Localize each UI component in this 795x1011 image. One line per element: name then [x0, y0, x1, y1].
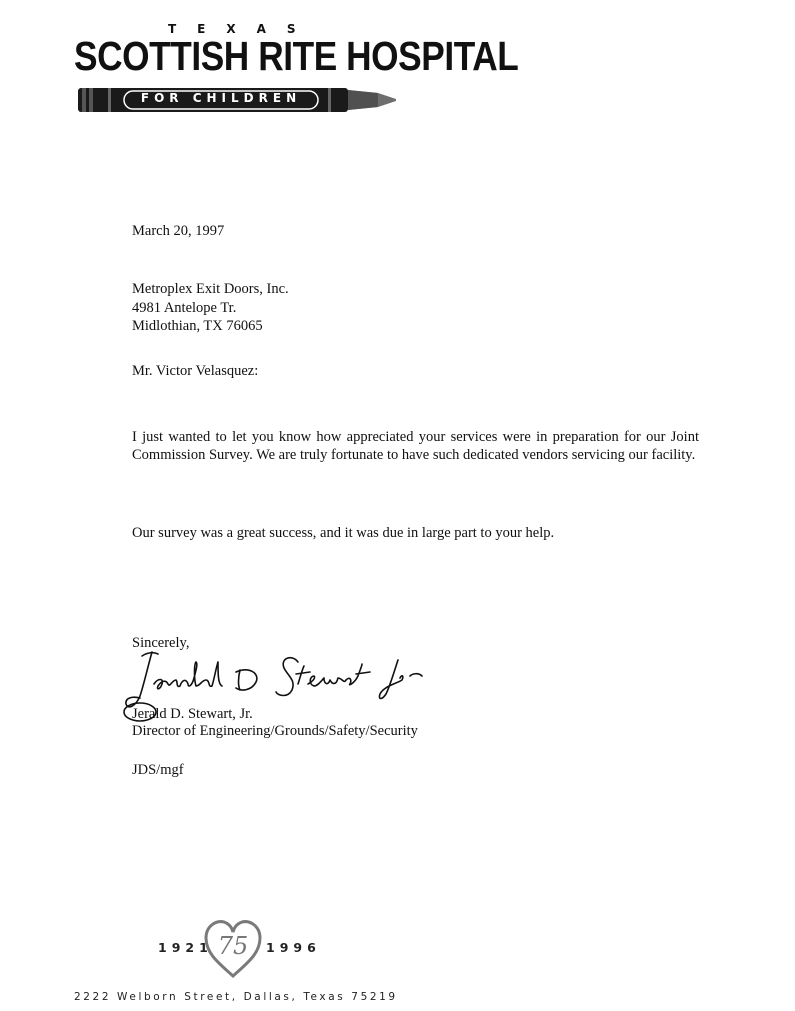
letterhead-tagline: FOR CHILDREN [140, 91, 302, 105]
anniversary-year-end: 1996 [266, 940, 321, 955]
salutation: Mr. Victor Velasquez: [132, 363, 259, 379]
body-paragraph: Our survey was a great success, and it was due in large part to your help. [132, 525, 555, 541]
anniversary-number: 75 [217, 932, 249, 960]
footer-address: 2222 Welborn Street, Dallas, Texas 75219 [74, 991, 398, 1003]
recipient-company: Metroplex Exit Doors, Inc. [132, 281, 289, 297]
anniversary-year-start: 1921 [158, 940, 213, 955]
recipient-city: Midlothian, TX 76065 [132, 318, 263, 334]
signer-name: Jerald D. Stewart, Jr. [132, 706, 253, 722]
closing: Sincerely, [132, 635, 190, 651]
heart-icon [200, 916, 266, 980]
reference-initials: JDS/mgf [132, 762, 184, 778]
letter-date: March 20, 1997 [132, 223, 225, 239]
letterhead-hospital-name: SCOTTISH RITE HOSPITAL [74, 33, 519, 79]
letterhead-state: TEXAS [168, 22, 317, 36]
recipient-street: 4981 Antelope Tr. [132, 299, 237, 316]
signer-title: Director of Engineering/Grounds/Safety/Security [132, 723, 418, 739]
recipient-address [132, 280, 289, 336]
body-paragraph: I just wanted to let you know how appreciated your services were in preparation for our Joint Commission Survey. We are truly fortunate to have such dedicated vendors servicing our facility. [132, 429, 699, 463]
